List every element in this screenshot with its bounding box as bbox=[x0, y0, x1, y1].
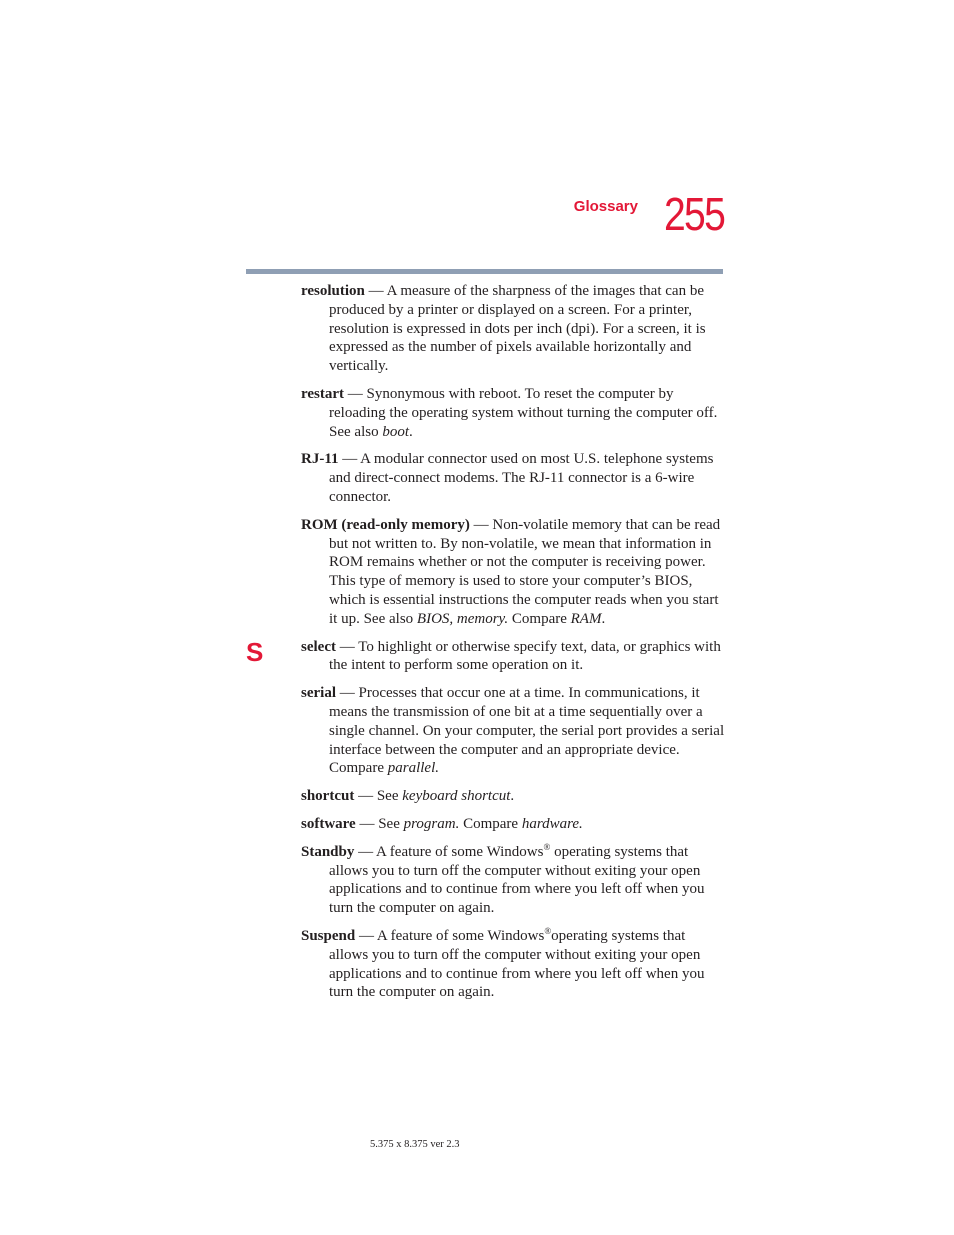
term: RJ-11 bbox=[301, 451, 339, 468]
definition: . bbox=[409, 423, 413, 440]
glossary-entry-resolution bbox=[301, 282, 725, 376]
definition: — A measure of the sharpness of the images that can be produced by a printer or displayed on a screen. For a printer, resolution is expressed in dots per inch (dpi). For a screen, it is expressed as the number of pixels available horizontally and vertically. bbox=[329, 283, 706, 375]
section-title: Glossary bbox=[573, 198, 638, 215]
definition: . bbox=[601, 610, 606, 627]
header-rule bbox=[246, 269, 723, 274]
cross-reference: hardware. bbox=[521, 815, 583, 832]
cross-reference: keyboard shortcut bbox=[402, 788, 511, 805]
page-footer: 5.375 x 8.375 ver 2.3 bbox=[370, 1139, 460, 1150]
term: ROM (read-only memory) bbox=[301, 516, 470, 533]
definition: — See bbox=[355, 815, 404, 832]
definition: — A modular connector used on most U.S. telephone systems and direct-connect modems. The RJ-11 connector is a 6-wire connector. bbox=[329, 451, 714, 505]
glossary-entry-rom bbox=[301, 516, 725, 629]
definition: — To highlight or otherwise specify text, data, or graphics with the intent to perform some operation on it. bbox=[329, 638, 721, 674]
glossary-entry-software bbox=[301, 815, 725, 834]
term: software bbox=[301, 815, 356, 832]
term: resolution bbox=[301, 283, 365, 299]
glossary-entry-restart bbox=[301, 385, 725, 441]
term: restart bbox=[301, 385, 345, 402]
definition: operating systems that allows you to turn off the computer without exiting your open applications and to continue from where you left off when you turn the computer on again. bbox=[329, 843, 705, 917]
registered-mark: ® bbox=[543, 841, 551, 852]
definition: — See bbox=[354, 788, 403, 805]
definition: — Synonymous with reboot. To reset the computer by reloading the operating system without turning the computer off. See also bbox=[329, 385, 718, 440]
definition: — Non-volatile memory that can be read but not written to. By non-volatile, we mean that information in ROM remains whether or not the computer is receiving power. This type of memory is used to store your computer’s BIOS, which is essential instructions the computer reads when you start it up. See also bbox=[329, 516, 721, 627]
glossary-entries bbox=[301, 282, 725, 1011]
term: serial bbox=[301, 685, 336, 702]
cross-reference: boot bbox=[382, 423, 409, 440]
cross-reference: program. bbox=[403, 815, 460, 832]
term: Suspend bbox=[301, 927, 356, 944]
term: shortcut bbox=[301, 788, 355, 805]
term: Standby bbox=[301, 843, 355, 860]
glossary-entry-serial bbox=[301, 684, 725, 778]
glossary-entry-select bbox=[301, 638, 725, 676]
definition: Compare bbox=[459, 815, 522, 832]
cross-reference: RAM bbox=[570, 610, 602, 627]
cross-reference: BIOS, memory. bbox=[416, 610, 509, 627]
page-number: 255 bbox=[664, 188, 725, 240]
term: select bbox=[301, 638, 336, 655]
glossary-entry-shortcut bbox=[301, 787, 725, 806]
glossary-entry-standby bbox=[301, 843, 725, 918]
glossary-entry-rj-11 bbox=[301, 450, 725, 506]
definition: — A feature of some Windows bbox=[354, 843, 544, 860]
cross-reference: parallel. bbox=[387, 760, 439, 777]
registered-mark: ® bbox=[544, 925, 552, 936]
definition: operating systems that allows you to turn off the computer without exiting your open applications and to continue from where you left off when you turn the computer on again. bbox=[329, 927, 705, 1001]
definition: — Processes that occur one at a time. In communications, it means the transmission of one bit at a time sequentially over a single channel. On your computer, the serial port provides a serial interface between the computer and an appropriate device. Compare bbox=[329, 685, 725, 777]
definition: — A feature of some Windows bbox=[355, 927, 545, 944]
definition: Compare bbox=[508, 610, 571, 627]
glossary-entry-suspend bbox=[301, 927, 725, 1002]
section-letter: S bbox=[246, 637, 264, 667]
definition: . bbox=[510, 788, 515, 805]
